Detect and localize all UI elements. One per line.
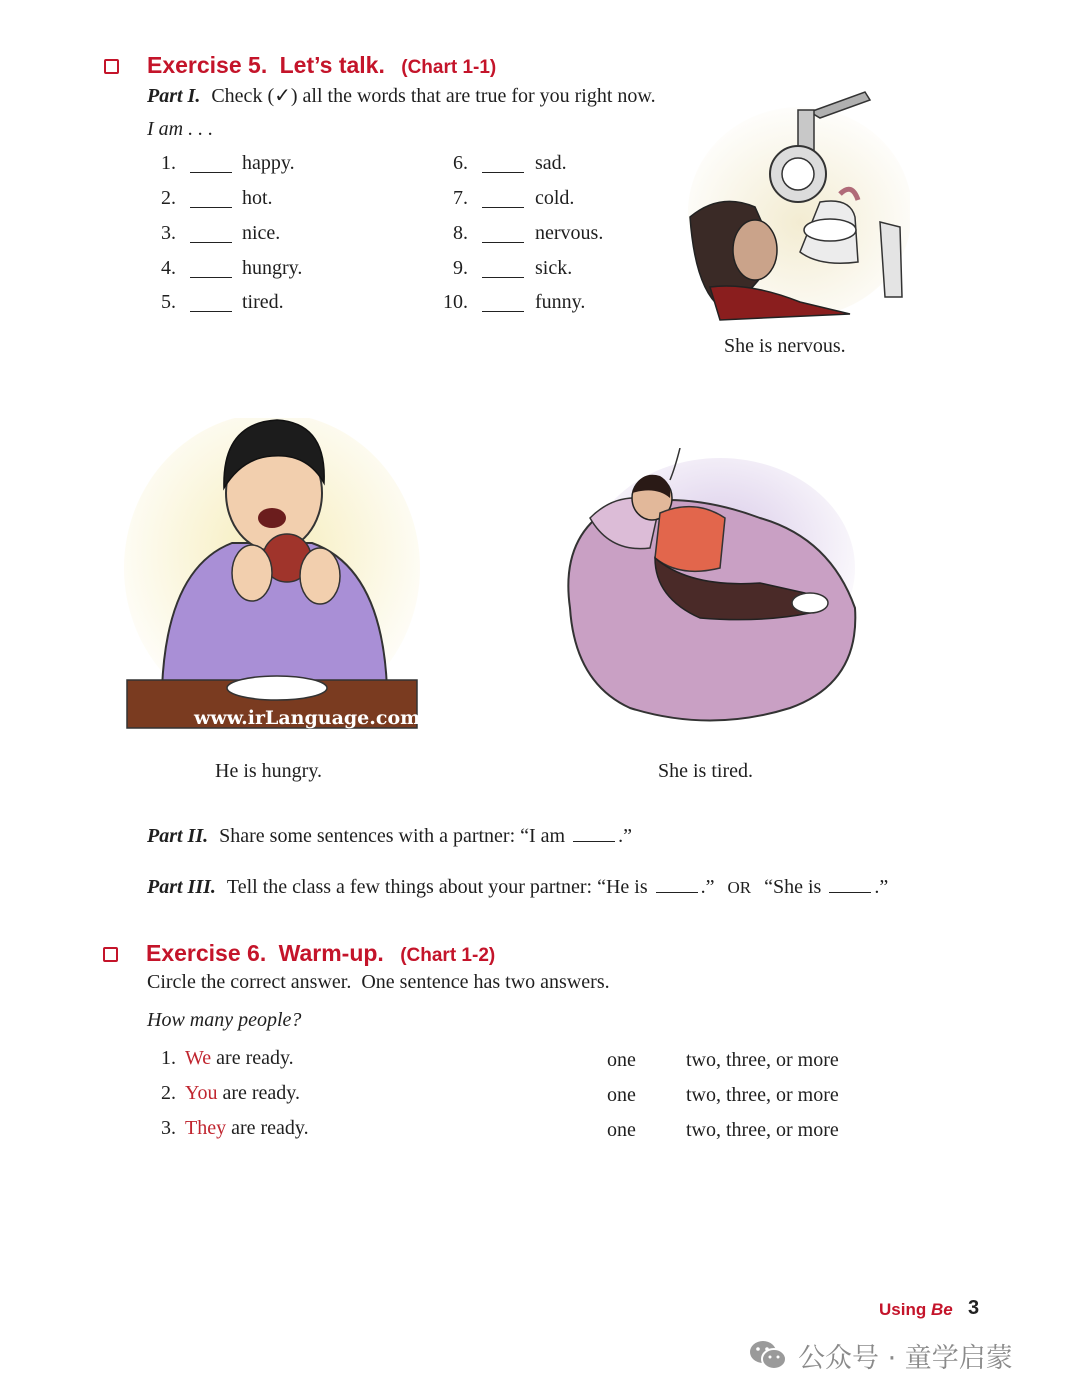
page-number: 3 [968,1297,980,1319]
item-word: happy. [242,152,295,174]
nervous-illustration [680,82,910,322]
exercise5-subtitle: Let’s talk. [279,52,385,78]
exercise5-lead: I am . . . [147,118,214,140]
caption-nervous: She is nervous. [724,335,846,357]
row-sentence [185,1082,300,1105]
item-number: 9. [453,257,468,279]
item-number: 10. [443,291,468,313]
check-blank[interactable] [482,277,524,278]
item-word: tired. [242,291,284,313]
exercise6-title [146,940,495,967]
exercise6-chart-ref: (Chart 1-2) [400,945,496,966]
item-word: nice. [242,222,281,244]
exercise6-instruction: Circle the correct answer. One sentence has two answers. [147,971,610,993]
row-pronoun: They [185,1117,227,1139]
hungry-illustration [122,418,422,740]
check-blank[interactable] [190,311,232,312]
part2-blank[interactable] [573,827,615,842]
part3-mid: .” [700,876,715,898]
check-blank[interactable] [482,242,524,243]
part1-label: Part I. [147,85,201,107]
row-pronoun: We [185,1047,212,1069]
footer-label: Using [879,1300,927,1319]
part3-label: Part III. [147,876,216,898]
exercise5-title [147,52,496,79]
item-word: cold. [535,187,575,209]
item-number: 7. [453,187,468,209]
item-number: 6. [453,152,468,174]
row-number: 2. [161,1082,176,1104]
item-word: sick. [535,257,573,279]
part2-label: Part II. [147,825,209,847]
footer-section-label [879,1300,953,1320]
exercise5-number: Exercise 5. [147,52,268,78]
exercise5-checkbox[interactable] [104,59,119,74]
check-blank[interactable] [190,242,232,243]
item-word: hot. [242,187,273,209]
item-number: 3. [161,222,176,244]
check-blank[interactable] [482,172,524,173]
part3-text: Tell the class a few things about your partner: “He is [226,876,648,898]
row-number: 3. [161,1117,176,1139]
check-blank[interactable] [190,277,232,278]
option-one[interactable]: one [607,1049,636,1071]
item-number: 5. [161,291,176,313]
exercise6-number: Exercise 6. [146,940,267,966]
part3-blank-she[interactable] [829,878,871,893]
part3-text2: “She is [764,876,822,898]
part2-end: .” [618,825,632,847]
item-word: sad. [535,152,567,174]
item-word: nervous. [535,222,604,244]
row-rest: are ready. [216,1047,294,1069]
exercise5-part3 [147,876,888,899]
check-blank[interactable] [190,172,232,173]
item-number: 8. [453,222,468,244]
row-number: 1. [161,1047,176,1069]
part3-or: OR [727,878,752,897]
row-pronoun: You [185,1082,218,1104]
option-more[interactable]: two, three, or more [686,1119,839,1141]
tired-illustration [560,448,865,748]
part2-text: Share some sentences with a partner: “I am [219,825,566,847]
row-rest: are ready. [231,1117,309,1139]
watermark: 公众号 · 童学启蒙 [798,1343,1013,1374]
wechat-icon [748,1338,788,1372]
check-blank[interactable] [482,311,524,312]
option-more[interactable]: two, three, or more [686,1049,839,1071]
exercise5-chart-ref: (Chart 1-1) [401,57,497,78]
part3-blank-he[interactable] [656,878,698,893]
row-rest: are ready. [222,1082,300,1104]
exercise5-part1 [147,83,656,108]
footer-label-em: Be [930,1300,953,1319]
option-one[interactable]: one [607,1119,636,1141]
exercise6-checkbox[interactable] [103,947,118,962]
caption-hungry: He is hungry. [215,760,323,782]
part3-end: .” [874,876,889,898]
item-number: 2. [161,187,176,209]
item-word: funny. [535,291,586,313]
row-sentence [185,1047,294,1070]
part1-text: Check (✓) all the words that are true for you right now. [211,85,656,107]
check-blank[interactable] [190,207,232,208]
item-number: 1. [161,152,176,174]
row-sentence [185,1117,309,1140]
exercise6-question: How many people? [147,1009,302,1031]
item-number: 4. [161,257,176,279]
image-watermark: www.irLanguage.com [194,707,421,729]
check-blank[interactable] [482,207,524,208]
exercise6-subtitle: Warm-up. [278,940,384,966]
option-more[interactable]: two, three, or more [686,1084,839,1106]
caption-tired: She is tired. [658,760,753,782]
item-word: hungry. [242,257,303,279]
option-one[interactable]: one [607,1084,636,1106]
exercise5-part2 [147,825,632,848]
